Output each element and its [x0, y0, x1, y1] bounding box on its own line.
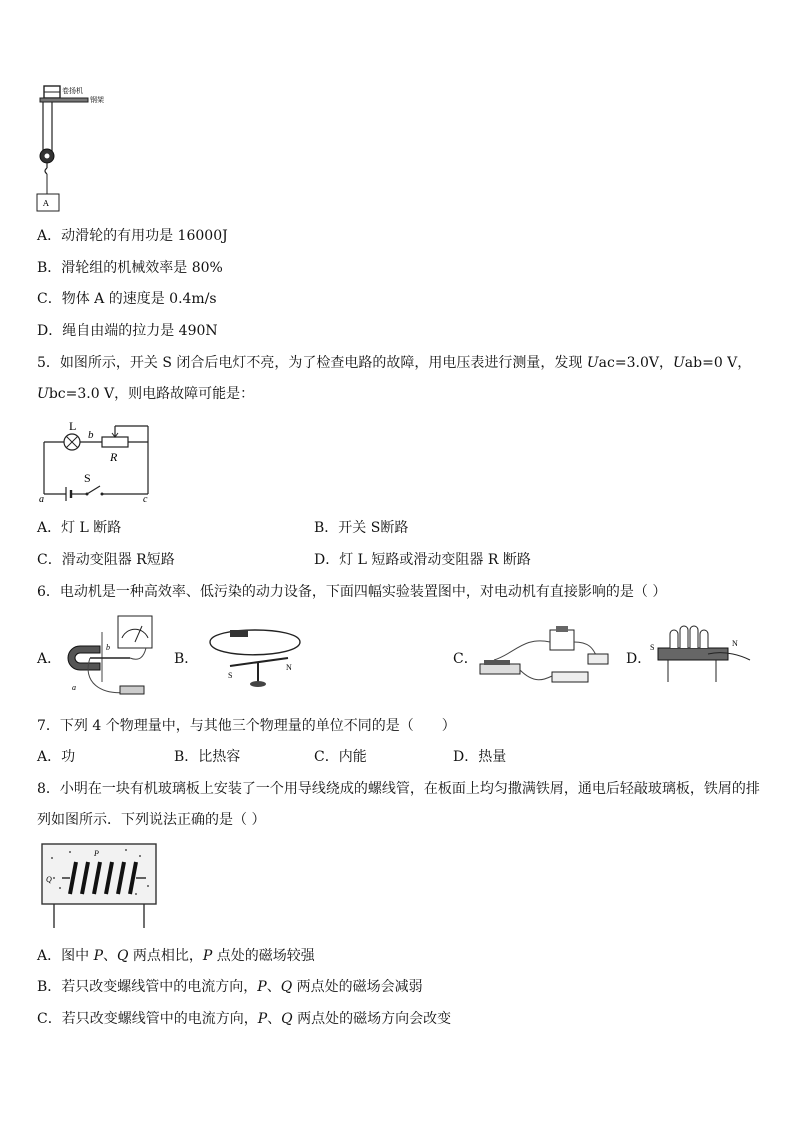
q5-option-b: B．开关 S断路 — [314, 520, 409, 536]
svg-text:N: N — [286, 663, 292, 672]
svg-text:a: a — [72, 683, 76, 692]
label-q: Q — [46, 875, 52, 884]
q7-option-c: C．内能 — [314, 749, 367, 765]
q7-option-b: B．比热容 — [174, 749, 241, 765]
steel-frame — [40, 98, 88, 102]
q6-option-d: D． — [626, 651, 652, 667]
q4-option-c: C．物体 A 的速度是 0.4m/s — [37, 291, 217, 307]
q5-stem-line1: 5．如图所示，开关 S 闭合后电灯不亮，为了检查电路的故障，用电压表进行测量，发现 Uac=3.0V，Uab=0 V， — [37, 355, 752, 371]
circuit-figure — [36, 418, 156, 504]
pulley-figure — [34, 82, 124, 214]
q6-figure-b-compass — [200, 620, 310, 694]
q7-stem: 7．下列 4 个物理量中，与其他三个物理量的单位不同的是（ ） — [37, 718, 456, 734]
q4-option-b: B．滑轮组的机械效率是 80% — [37, 260, 223, 276]
label-block-a: A — [43, 199, 49, 208]
svg-text:S: S — [228, 671, 233, 680]
q6-option-c: C． — [453, 651, 478, 667]
svg-text:N: N — [732, 639, 738, 648]
switch-s — [87, 486, 100, 494]
label-r: R — [110, 450, 118, 464]
q6-stem: 6．电动机是一种高效率、低污染的动力设备，下面四幅实验装置图中，对电动机有直接影响的是（ ） — [37, 584, 667, 600]
q8-option-a: A．图中 P、Q 两点相比，P 点处的磁场较强 — [37, 948, 315, 964]
solenoid-figure — [40, 842, 160, 934]
svg-text:b: b — [106, 643, 110, 652]
q8-stem-line1: 8．小明在一块有机玻璃板上安装了一个用导线绕成的螺线管，在板面上均匀撒满铁屑，通电后轻敲玻璃板，铁屑的排 — [37, 781, 760, 797]
q4-option-a: A．动滑轮的有用功是 16000J — [37, 228, 228, 244]
q5-option-a: A．灯 L 断路 — [37, 520, 122, 536]
label-frame: 钢架 — [90, 96, 104, 104]
q6-option-b: B． — [174, 651, 199, 667]
rheostat-r — [102, 437, 128, 447]
q6-figure-a-galvanometer — [60, 612, 160, 702]
q6-option-a: A． — [37, 651, 62, 667]
label-p: P — [94, 849, 99, 858]
q5-option-d: D．灯 L 短路或滑动变阻器 R 断路 — [314, 552, 531, 568]
label-l: L — [69, 419, 77, 433]
q4-option-d: D．绳自由端的拉力是 490N — [37, 323, 218, 339]
label-c: c — [143, 494, 148, 504]
label-b: b — [88, 429, 94, 441]
q7-option-a: A．功 — [37, 749, 76, 765]
q8-stem-line2: 列如图所示．下列说法正确的是（ ） — [37, 812, 266, 828]
q5-option-c: C．滑动变阻器 R短路 — [37, 552, 175, 568]
label-a: a — [39, 494, 44, 504]
label-s: S — [84, 471, 91, 485]
q8-option-b: B．若只改变螺线管中的电流方向，P、Q 两点处的磁场会减弱 — [37, 979, 423, 995]
q6-figure-c-apparatus — [474, 624, 614, 692]
q5-stem-line2: Ubc=3.0 V，则电路故障可能是： — [37, 386, 255, 402]
q7-option-d: D．热量 — [453, 749, 507, 765]
label-hoist: 卷扬机 — [62, 87, 83, 95]
q6-figure-d-right-hand-rule — [646, 624, 756, 690]
svg-text:S: S — [650, 643, 655, 652]
q8-option-c: C．若只改变螺线管中的电流方向，P、Q 两点处的磁场方向会改变 — [37, 1011, 452, 1027]
